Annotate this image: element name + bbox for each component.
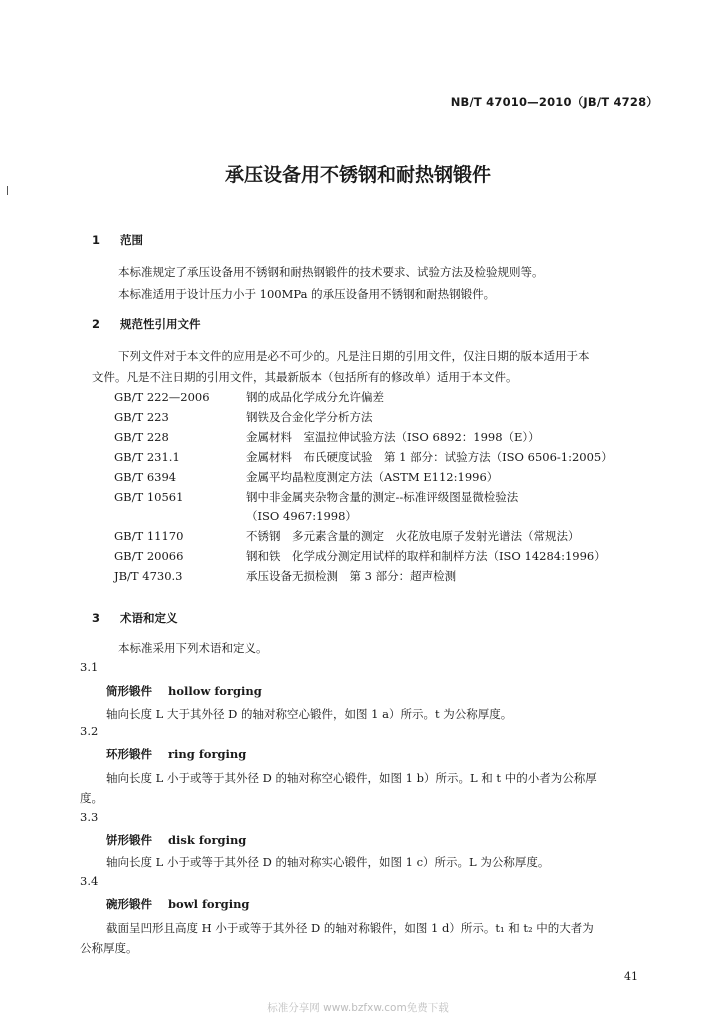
reference-code: JB/T 4730.3 [114,569,183,583]
term-name [106,832,246,848]
reference-code: GB/T 10561 [114,490,184,504]
reference-title: 金属材料 室温拉伸试验方法（ISO 6892：1998（E）） [246,430,540,444]
section-number: 2 [92,317,101,331]
section-number: 3 [92,611,101,625]
term-name-en: ring forging [168,747,247,761]
document-title: 承压设备用不锈钢和耐热钢锻件 [224,164,491,186]
term-definition [80,918,646,958]
term-definition-line: 轴向长度 L 小于或等于其外径 D 的轴对称空心锻件，如图 1 b）所示。L 和 t 中的小者为公称厚 [106,771,597,785]
term-definition [80,704,646,724]
term-name-en: bowl forging [168,897,250,911]
term-definition-line: 度。 [80,791,103,805]
section-title: 规范性引用文件 [120,317,201,331]
reference-title: 钢铁及合金化学分析方法 [246,410,373,424]
reference-code: GB/T 228 [114,430,169,444]
reference-title: 钢中非金属夹杂物含量的测定--标准评级图显微检验法 [246,490,519,504]
section-heading-scope [92,232,143,248]
terms-intro: 本标准采用下列术语和定义。 [118,641,268,655]
reference-code: GB/T 223 [114,410,169,424]
section-number: 1 [92,233,101,247]
normative-intro-line-2: 文件。凡是不注日期的引用文件，其最新版本（包括所有的修改单）适用于本文件。 [92,370,518,384]
reference-code: GB/T 6394 [114,470,177,484]
reference-row [114,468,674,487]
section-heading-terms [92,610,178,626]
reference-row [114,567,674,586]
reference-title-multiline [246,488,674,526]
term-definition [80,768,646,808]
reference-title: 钢和铁 化学成分测定用试样的取样和制样方法（ISO 14284:1996） [246,549,606,563]
scope-paragraph-2: 本标准适用于设计压力小于 100MPa 的承压设备用不锈钢和耐热钢锻件。 [118,287,496,301]
section-heading-normative-refs [92,316,201,332]
term-name [106,683,262,699]
reference-row [114,388,674,407]
reference-row [114,428,674,447]
term-number: 3.1 [80,660,99,674]
page-number: 41 [624,970,638,983]
reference-code: GB/T 222—2006 [114,390,210,404]
term-number: 3.2 [80,724,99,738]
reference-list [114,388,674,587]
term-name-en: hollow forging [168,684,262,698]
normative-intro-line-1: 下列文件对于本文件的应用是必不可少的。凡是注日期的引用文件，仅注日期的版本适用于本 [118,349,590,363]
section-title: 范围 [120,233,143,247]
term-name-en: disk forging [168,833,247,847]
term-number: 3.4 [80,874,99,888]
reference-code: GB/T 11170 [114,529,184,543]
standard-id: NB/T 47010—2010（JB/T 4728） [450,95,658,109]
term-definition [80,852,646,872]
reference-title-continued: （ISO 4967:1998） [246,509,357,523]
term-definition-line: 轴向长度 L 大于其外径 D 的轴对称空心锻件，如图 1 a）所示。t 为公称厚度。 [106,707,513,721]
scope-paragraph-1: 本标准规定了承压设备用不锈钢和耐热钢锻件的技术要求、试验方法及检验规则等。 [118,265,544,279]
term-definition-line: 轴向长度 L 小于或等于其外径 D 的轴对称实心锻件，如图 1 c）所示。L 为公称厚度。 [106,855,550,869]
term-name [106,896,249,912]
term-name-cn: 筒形锻件 [106,684,152,698]
term-name-cn: 环形锻件 [106,747,152,761]
reference-row [114,547,674,566]
reference-row [114,488,674,526]
term-number: 3.3 [80,810,99,824]
reference-code: GB/T 20066 [114,549,184,563]
term-definition-line: 公称厚度。 [80,941,138,955]
term-name [106,746,246,762]
term-definition-line: 截面呈凹形且高度 H 小于或等于其外径 D 的轴对称锻件，如图 1 d）所示。t₁ 和 t₂ 中的大者为 [106,921,594,935]
reference-title: 金属材料 布氏硬度试验 第 1 部分：试验方法（ISO 6506-1:2005） [246,450,613,464]
section-title: 术语和定义 [120,611,178,625]
reference-row [114,448,674,467]
reference-title: 钢的成品化学成分允许偏差 [246,390,384,404]
term-name-cn: 饼形锻件 [106,833,152,847]
reference-title: 金属平均晶粒度测定方法（ASTM E112:1996） [246,470,499,484]
reference-row [114,527,674,546]
watermark-link[interactable]: 标准分享网 www.bzfxw.com免费下载 [267,1002,449,1014]
reference-code: GB/T 231.1 [114,450,180,464]
term-name-cn: 碗形锻件 [106,897,152,911]
reference-title: 不锈钢 多元素含量的测定 火花放电原子发射光谱法（常规法） [246,529,580,543]
reference-row [114,408,674,427]
reference-title: 承压设备无损检测 第 3 部分：超声检测 [246,569,457,583]
margin-mark [7,186,8,195]
